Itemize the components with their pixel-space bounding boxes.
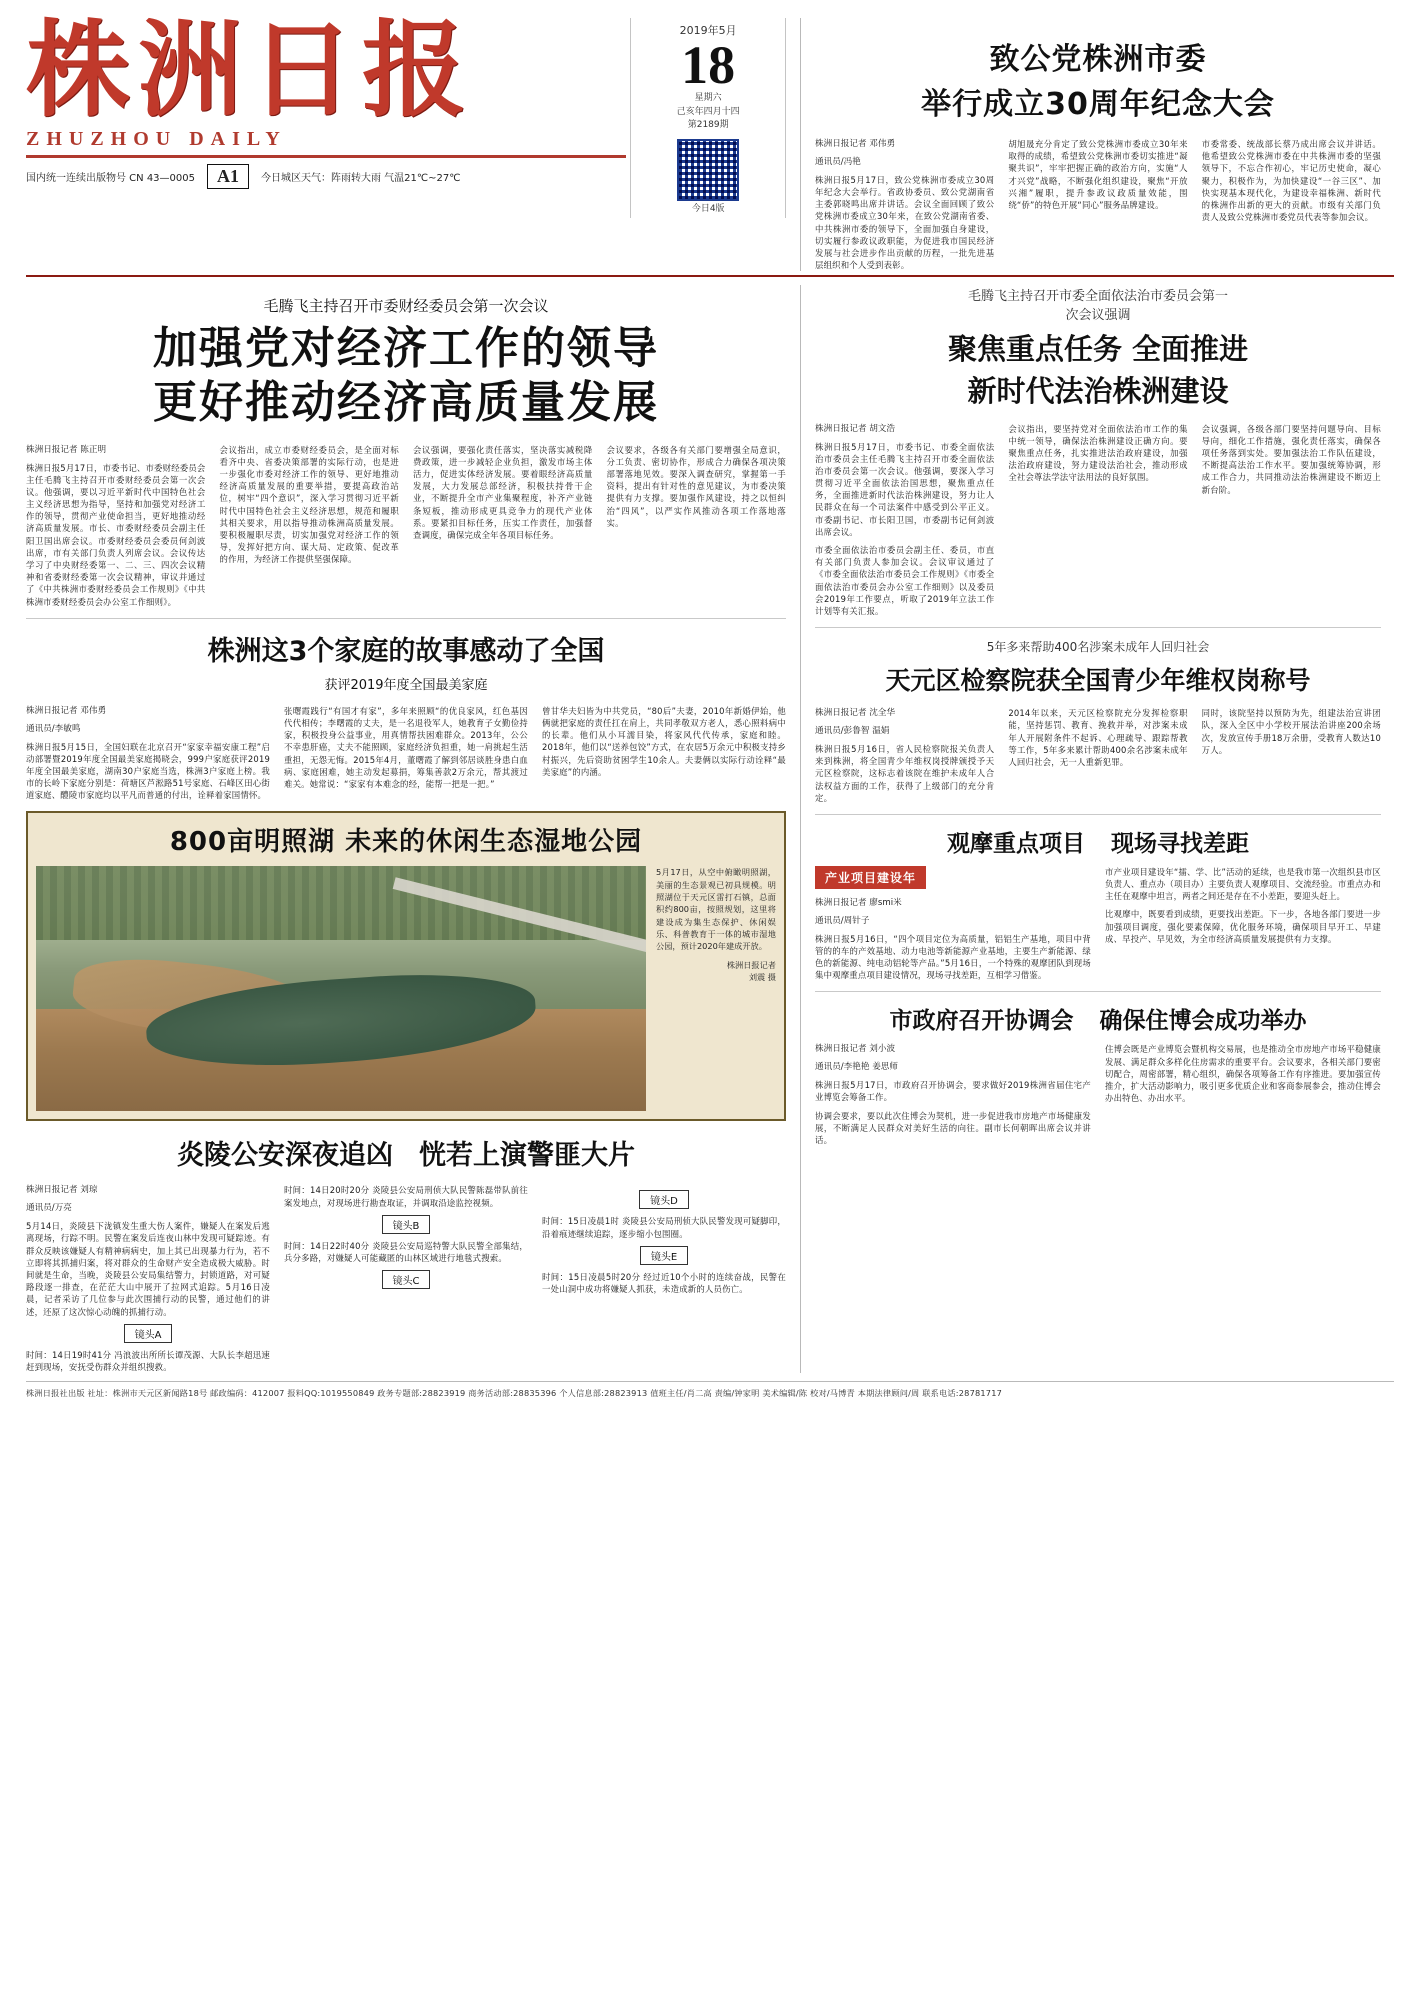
photo-story <box>26 811 786 1121</box>
paragraph: 会议强调，各级各部门要坚持问题导向、目标导向，细化工作措施，强化责任落实，确保各项任务落到实处。要加强法治工作队伍建设，不断提高法治工作水平。要加强统筹协调，形成工作合力，共同推动法治株洲建设不断迈上新台阶。 <box>1201 423 1381 495</box>
photo-credit-1: 株洲日报记者 <box>726 959 776 970</box>
project-col-1 <box>815 866 1091 982</box>
family-col-1 <box>26 705 270 802</box>
date-box <box>630 18 786 218</box>
paragraph: 株洲日报5月16日，“四个项目定位为高质量，铝铝生产基地，项目中背管的的车的产效基地、动力电池等新能源产业基地，主要生产新能源、绿色的新能源、纯电动铝轮等产品。”5月16日，一个特殊的观摩团队到现场集中观摩重点项目建设情况，现场寻找差距，互相学习借鉴。 <box>815 933 1091 981</box>
byline: 通讯员/彭鲁智 温娟 <box>815 726 890 737</box>
paragraph: 会议指出，成立市委财经委员会，是全面对标看齐中央、省委决策部署的实际行动，也是进一步强化市委对经济工作的领导、更好地推动经济高质量发展的重要举措，要提高政治站位，树牢“四个意识”，深入学习贯彻习近平新时代中国特色社会主义经济思想，规范和履职其相关要求，用以指导推动株洲高质量发展。要积极履职尽责，切实加强党对经济工作的领导，发挥好把方向、谋大局、定政策、促改革的作用，为经济工作提供坚强保障。 <box>219 444 399 565</box>
housing-title-right: 确保住博会成功举办 <box>1099 1008 1307 1035</box>
paragraph: 时间：14日19时41分 冯浪波出所所长谭茂源、大队长李超迅速赶到现场，安抚受伤群众并组织搜救。 <box>26 1349 270 1372</box>
byline: 通讯员/李艳艳 姜思师 <box>815 1062 898 1073</box>
logo-rule <box>26 155 626 158</box>
photo-caption: 5月17日，从空中俯瞰明照湖，美丽的生态景观已初具规模。明照湖位于天元区雷打石镇，总面积约800亩，按照规划，这里将建设成为集生态保护、休闲娱乐、科普教育于一体的城市湿地公园，预计2020年建成开放。 <box>656 867 776 952</box>
lead-col-2 <box>220 444 400 608</box>
right-top-title-2: 举行成立30周年纪念大会 <box>921 87 1275 122</box>
byline: 株洲日报记者 刘小波 <box>815 1044 896 1055</box>
housing-title <box>815 1002 1381 1035</box>
housing-col-2 <box>1105 1043 1381 1146</box>
paper-title-cn: 株洲日报 <box>26 8 475 131</box>
law-title-1: 聚焦重点任务 全面推进 <box>947 332 1249 367</box>
paragraph: 株洲日报5月16日，省人民检察院报关负责人来到株洲，将全国青少年维权岗授牌颁授予天元区检察院，这标志着该院在维护未成年人合法权益方面的工作，获得了上级部门的充分肯定。 <box>815 743 995 803</box>
paragraph: 胡旭晟充分肯定了致公党株洲市委成立30年来取得的成绩，希望致公党株洲市委切实推进“凝聚共识”，牢牢把握正确的政治方向，实施“人才兴党”战略，不断强化组织建设，聚焦“开放兴湘”履职，提升参政议政质量效能，围绕“侨”的特色开展“同心”服务品牌建设。 <box>1008 139 1188 210</box>
right-top-col-3 <box>1202 138 1381 271</box>
byline: 通讯员/周针子 <box>815 915 870 926</box>
lead-col-4 <box>607 444 787 608</box>
police-title-left: 炎陵公安深夜追凶 <box>177 1140 393 1172</box>
registration-number: 国内统一连续出版物号 CN 43—0005 <box>26 173 195 184</box>
law-story <box>815 285 1381 617</box>
issue-number: 第2189期 <box>687 120 729 130</box>
paragraph: 株洲日报5月17日，致公党株洲市委成立30周年纪念大会举行。省政协委员、致公党湖南省主委郭晓鸣出席并讲话。会议全面回顾了致公党株洲市委成立30年来，在致公党湖南省委、中共株洲市委的领导下，全面加强自身建设，切实履行参政议政职能，为促进我市国民经济发展与社会进步作出贡献的历程，一批先进基层组织和个人受到表彰。 <box>815 174 995 271</box>
byline: 通讯员/冯艳 <box>815 156 861 167</box>
photo-caption-block <box>656 866 776 1111</box>
page-footer <box>26 1381 1394 1399</box>
project-title-left: 观摩重点项目 <box>947 830 1085 857</box>
right-section <box>815 285 1381 1373</box>
lens-label-d: 镜头D <box>639 1190 689 1209</box>
paragraph: 株洲日报5月17日，市政府召开协调会，要求做好2019株洲省届住宅产业博览会筹备工作。 <box>815 1080 1091 1103</box>
paragraph: 住博会既是产业博览会暨机构交易展，也是推动全市房地产市场平稳健康发展、满足群众多样化住房需求的重要平台。会议要求，各相关部门要密切配合，周密部署，精心组织，确保各项筹备工作有序推进。要加强宣传推介，扩大活动影响力，吸引更多优质企业和客商参展参会，推动住博会办出特色、办出水平。 <box>1105 1044 1381 1104</box>
paragraph: 张曙霞践行“有国才有家”，多年来照顾“的优良家风，红色基因代代相传；李曙霞的丈夫，是一名退役军人，她教育子女勤俭持家，积极投身公益事业，用真情帮扶困难群众。2013年，公公不幸患肝癌，丈夫不能照顾，家庭经济负担重，她一肩挑起生活重担，无怨无悔。2015年4月，董曙霞了解到邻居谈胜身患白血病、家庭困难，她主动发起募捐，筹集善款2万余元，帮其渡过难关。她常说：“家家有本难念的经，能帮一把是一把。” <box>284 705 528 789</box>
main-body <box>26 285 1394 1373</box>
date-day: 18 <box>681 35 736 95</box>
law-col-2 <box>1008 423 1187 618</box>
photo-title: 800亩明照湖 未来的休闲生态湿地公园 <box>169 827 643 858</box>
lead-story <box>26 285 786 607</box>
lead-headline-2: 更好推动经济高质量发展 <box>153 376 659 428</box>
rule <box>815 627 1381 628</box>
law-kicker-1: 毛腾飞主持召开市委全面依法治市委员会第一 <box>967 289 1228 305</box>
police-title-right: 恍若上演警匪大片 <box>419 1140 635 1172</box>
lead-columns <box>26 444 786 608</box>
family-col-3 <box>542 705 786 802</box>
law-col-3 <box>1202 423 1381 618</box>
paragraph: 株洲日报5月17日，市委书记、市委财经委员会主任毛腾飞主持召开市委财经委员会第一次会议。他强调，要以习近平新时代中国特色社会主义经济思想为指导，坚持和加强党对经济工作的领导，贯彻产业使命担当，更好地推动经济高质量发展。市长、市委财经委员会副主任阳卫国出席会议。市委财经委员会委员何剑波出席，市有关部门负责人列席会议。会议传达学习了中央财经委第一、二、三、四次会议精神和省委财经委第一次会议精神，审议并通过了《中共株洲市委财经委员会工作规则》《中共株洲市委财经委员会办公室工作细则》。 <box>26 462 206 607</box>
family-title: 株洲这3个家庭的故事感动了全国 <box>207 635 605 667</box>
rule <box>815 991 1381 992</box>
column-divider <box>800 18 801 271</box>
paragraph: 曾甘华夫妇皆为中共党员，“80后”夫妻，2010年新婚伊始，他俩就把家庭的责任扛在肩上，共同孝敬双方老人，悉心照料病中的长辈。他们从小耳濡目染，将家风代代传承，家庭和睦。2018年，他们以“送养包饺”方式，在农居5万余元中积极支持乡村振兴，先后资助贫困学生10余人。夫妻俩以实际行动诠释“最美家庭”的内涵。 <box>542 705 786 777</box>
byline: 株洲日报记者 陈正明 <box>26 444 107 455</box>
right-top-title-1: 致公党株洲市委 <box>989 42 1207 77</box>
proc-columns <box>815 707 1381 804</box>
rule-under-masthead <box>26 275 1394 277</box>
project-story <box>815 825 1381 982</box>
rule <box>815 814 1381 815</box>
proc-title: 天元区检察院获全国青少年维权岗称号 <box>885 666 1311 696</box>
paragraph: 协调会要求，要以此次住博会为契机，进一步促进我市房地产市场健康发展，不断满足人民群众对美好生活的向往。副市长何朝晖出席会议并讲话。 <box>815 1110 1091 1145</box>
law-columns <box>815 423 1381 618</box>
police-story <box>26 1133 786 1373</box>
masthead-logo <box>26 8 630 189</box>
project-title-right: 现场寻找差距 <box>1111 830 1249 857</box>
byline: 株洲日报记者 邓伟勇 <box>815 139 896 149</box>
proc-col-1 <box>815 707 994 804</box>
paragraph: 时间：14日20时20分 炎陵县公安局刑侦大队民警陈磊带队前往案发地点，对现场进行勘查取证，并调取沿途监控视频。 <box>284 1185 528 1208</box>
right-top-col-2 <box>1008 138 1187 271</box>
paragraph: 市产业项目建设年“擂、学、比”活动的延续，也是我市第一次组织县市区负责人、重点办（项目办）主要负责人观摩项目、交流经验。市重点办和主任在观摩中坦言，两者之间还是存在不小差距，要迎头赶上。 <box>1105 866 1381 902</box>
housing-story <box>815 1002 1381 1146</box>
right-top-columns <box>815 138 1381 271</box>
photo-row <box>36 866 776 1111</box>
paragraph: 株洲日报5月15日，全国妇联在北京召开“家家幸福安康工程”启动部署暨2019年度全国最美家庭揭晓会，999户家庭获评2019年度全国最美家庭，湖南30户家庭当选，株洲3户家庭上榜。我市的长岭下家庭分别是：荷塘区芦淞路51号家庭、石峰区田心街道家庭、醴陵市家庭均以平凡而普通的付出，诠释着家国情怀。 <box>26 741 270 801</box>
lens-label-e: 镜头E <box>640 1246 688 1265</box>
top-area <box>26 8 1394 271</box>
paragraph: 市委全面依法治市委员会副主任、委员，市直有关部门负责人参加会议。会议审议通过了《市委全面依法治市委员会工作规则》《市委全面依法治市委员会办公室工作细则》以及委员会2019年工作要点，听取了2019年立法工作计划等有关汇报。 <box>815 545 995 616</box>
paragraph: 会议要求，各级各有关部门要增强全局意识，分工负责、密切协作，形成合力确保各项决策部署落地见效。要深入调查研究，掌握第一手资料，提出有针对性的意见建议，为市委决策提供有力支撑。要加强作风建设，持之以恒纠治“四风”，以严实作风推动各项工作落地落实。 <box>606 444 786 528</box>
paragraph: 时间：15日凌晨5时20分 经过近10个小时的连续奋战，民警在一处山洞中成功将嫌疑人抓获，未造成新的人员伤亡。 <box>542 1271 786 1295</box>
lead-kicker: 毛腾飞主持召开市委财经委员会第一次会议 <box>263 297 549 316</box>
paragraph: 会议指出，要坚持党对全面依法治市工作的集中统一领导，确保法治株洲建设正确方向。要聚焦重点任务，扎实推进法治政府建设，加强法治政府建设，努力建设法治社会，推动形成全社会尊法学法守法用法的良好氛围。 <box>1008 423 1188 483</box>
paragraph: 比观摩中，既要看到成绩，更要找出差距。下一步，各地各部门要进一步加强项目调度，强化要素保障，优化服务环境，确保项目早开工、早建成、早投产、早见效，为全市经济高质量发展提供有力支撑。 <box>1105 909 1381 944</box>
lead-col-1 <box>26 444 206 608</box>
family-columns <box>26 705 786 802</box>
housing-columns <box>815 1043 1381 1146</box>
right-top-col-1 <box>815 138 994 271</box>
masthead-block <box>26 8 786 271</box>
masthead <box>26 8 786 214</box>
housing-title-left: 市政府召开协调会 <box>889 1008 1074 1035</box>
police-col-3 <box>542 1184 786 1373</box>
byline: 株洲日报记者 廖smi米 <box>815 897 902 908</box>
law-col-1 <box>815 423 994 618</box>
byline: 株洲日报记者 邓伟勇 <box>26 705 107 716</box>
qr-code-icon[interactable] <box>677 139 739 201</box>
project-columns <box>815 866 1381 982</box>
police-col-1 <box>26 1184 270 1373</box>
project-title <box>815 825 1381 858</box>
page-badge: A1 <box>207 164 249 189</box>
lead-col-3 <box>413 444 593 608</box>
paragraph: 同时，该院坚持以预防为先，组建法治宣讲团队，深入全区中小学校开展法治讲座200余场次，发放宣传手册18万余册，受教育人数达10万人。 <box>1201 708 1381 755</box>
lens-label-a: 镜头A <box>124 1324 173 1343</box>
procuratorate-story <box>815 638 1381 804</box>
date-year-month: 2019年5月 <box>679 24 737 37</box>
paragraph: 株洲日报5月17日，市委书记、市委全面依法治市委员会主任毛腾飞主持召开市委全面依法治市委员会第一次会议。他强调，要深入学习贯彻习近平全面依法治国思想，聚焦重点任务，全面推进新时代法治株洲建设，努力让人民群众在每一个司法案件中感受到公平正义。市委副书记、市长阳卫国，市委副书记何剑波出席会议。 <box>815 441 995 537</box>
byline: 株洲日报记者 刘琼 <box>26 1185 98 1196</box>
byline: 通讯员/李敏鸣 <box>26 723 81 734</box>
housing-col-1 <box>815 1043 1091 1146</box>
paper-title-en: ZHUZHOU DAILY <box>26 128 287 150</box>
photo-frame <box>36 866 646 1111</box>
law-title-2: 新时代法治株洲建设 <box>967 373 1229 408</box>
column-divider-main <box>800 285 801 1373</box>
proc-col-3 <box>1202 707 1381 804</box>
police-col-2 <box>284 1184 528 1373</box>
project-campaign-badge: 产业项目建设年 <box>815 866 926 889</box>
byline: 株洲日报记者 胡文浩 <box>815 423 896 434</box>
proc-kicker: 5年多来帮助400名涉案未成年人回归社会 <box>986 640 1210 655</box>
rule <box>26 618 786 619</box>
police-title <box>26 1133 786 1172</box>
law-kicker-2: 次会议强调 <box>1065 308 1131 324</box>
date-lunar: 己亥年四月十四 <box>676 106 740 117</box>
project-col-2 <box>1105 866 1381 982</box>
byline: 株洲日报记者 沈全华 <box>815 708 896 719</box>
byline: 通讯员/万亮 <box>26 1203 72 1214</box>
weather-info: 今日城区天气：阵雨转大雨 气温21℃~27℃ <box>261 173 461 184</box>
footer-imprint: 株洲日报社出版 社址：株洲市天元区新闻路18号 邮政编码：412007 报料QQ:1019550849 政务专题部:28823919 商务活动部:28835396 个人信息部:28823913 值班主任/肖二高 责编/钟家明 美术编辑/陈 校对/马博青 本期法律顾问/周 联系电话:28781717 <box>26 1388 1003 1399</box>
proc-col-2 <box>1008 707 1187 804</box>
paragraph: 5月14日，炎陵县下泷镇发生重大伤人案件，嫌疑人在案发后逃离现场，行踪不明。民警在案发后连夜山林中发现可疑踪迹。有群众反映该嫌疑人有精神病病史，加上其已出现暴力行为，若不立即将其抓捕归案，将对群众的生命财产安全造成极大威胁。时间就是生命，当晚，炎陵县公安局集结警力，封锁道路，对可疑路段逐一排查，在茫茫大山中展开了拉网式追踪。5月16日凌晨，记者采访了几位参与此次围捕行动的民警，通过他们的讲述，还原了这次惊心动魄的抓捕行动。 <box>26 1221 270 1317</box>
paragraph: 时间：15日凌晨1时 炎陵县公安局刑侦大队民警发现可疑脚印，沿着痕迹继续追踪，逐步缩小包围圈。 <box>542 1216 786 1239</box>
right-top-story <box>815 18 1381 271</box>
photo-credit-2: 刘震 摄 <box>748 971 776 982</box>
photo-image <box>36 866 646 1111</box>
paragraph: 市委常委、统战部长蔡乃成出席会议并讲话。他希望致公党株洲市委在中共株洲市委的坚强领导下，不忘合作初心，牢记历史使命，凝心聚力，积极作为，为加快建设“一谷三区”、加快实现基本现代化，为建设幸福株洲、新时代的株洲作出新的更大的贡献。市级有关部门负责人及致公党株洲市委党员代表等参加会议。 <box>1201 139 1381 223</box>
family-subtitle: 获评2019年度全国最美家庭 <box>324 677 488 693</box>
date-weekday: 星期六 <box>694 93 722 103</box>
lens-label-c: 镜头C <box>382 1270 431 1289</box>
left-section <box>26 285 786 1373</box>
police-columns <box>26 1184 786 1373</box>
page-count: 今日4版 <box>691 203 725 214</box>
family-col-2 <box>284 705 528 802</box>
lead-headline-1: 加强党对经济工作的领导 <box>153 323 659 375</box>
lens-label-b: 镜头B <box>382 1215 431 1234</box>
paragraph: 2014年以来，天元区检察院充分发挥检察职能，坚持惩罚、教育、挽救并举，对涉案未成年人开展附条件不起诉、心理疏导、跟踪帮教等工作，5年多来累计帮助400余名涉案未成年人回归社会，无一人重新犯罪。 <box>1008 708 1188 767</box>
paragraph: 时间：14日22时40分 炎陵县公安局巡特警大队民警全部集结，兵分多路，对嫌疑人可能藏匿的山林区域进行地毯式搜索。 <box>284 1240 528 1264</box>
family-story <box>26 629 786 802</box>
paragraph: 会议强调，要强化责任落实，坚决落实减税降费政策，进一步减轻企业负担，激发市场主体活力，促进实体经济发展。要着眼经济高质量发展，大力发展总部经济，积极扶持骨干企业，不断提升全市产业集聚程度，补齐产业链条短板，推动形成更具竞争力的现代产业体系。要紧扣目标任务，压实工作责任，加强督查调度，确保完成全年各项目标任务。 <box>413 444 593 540</box>
masthead-meta <box>26 164 630 189</box>
